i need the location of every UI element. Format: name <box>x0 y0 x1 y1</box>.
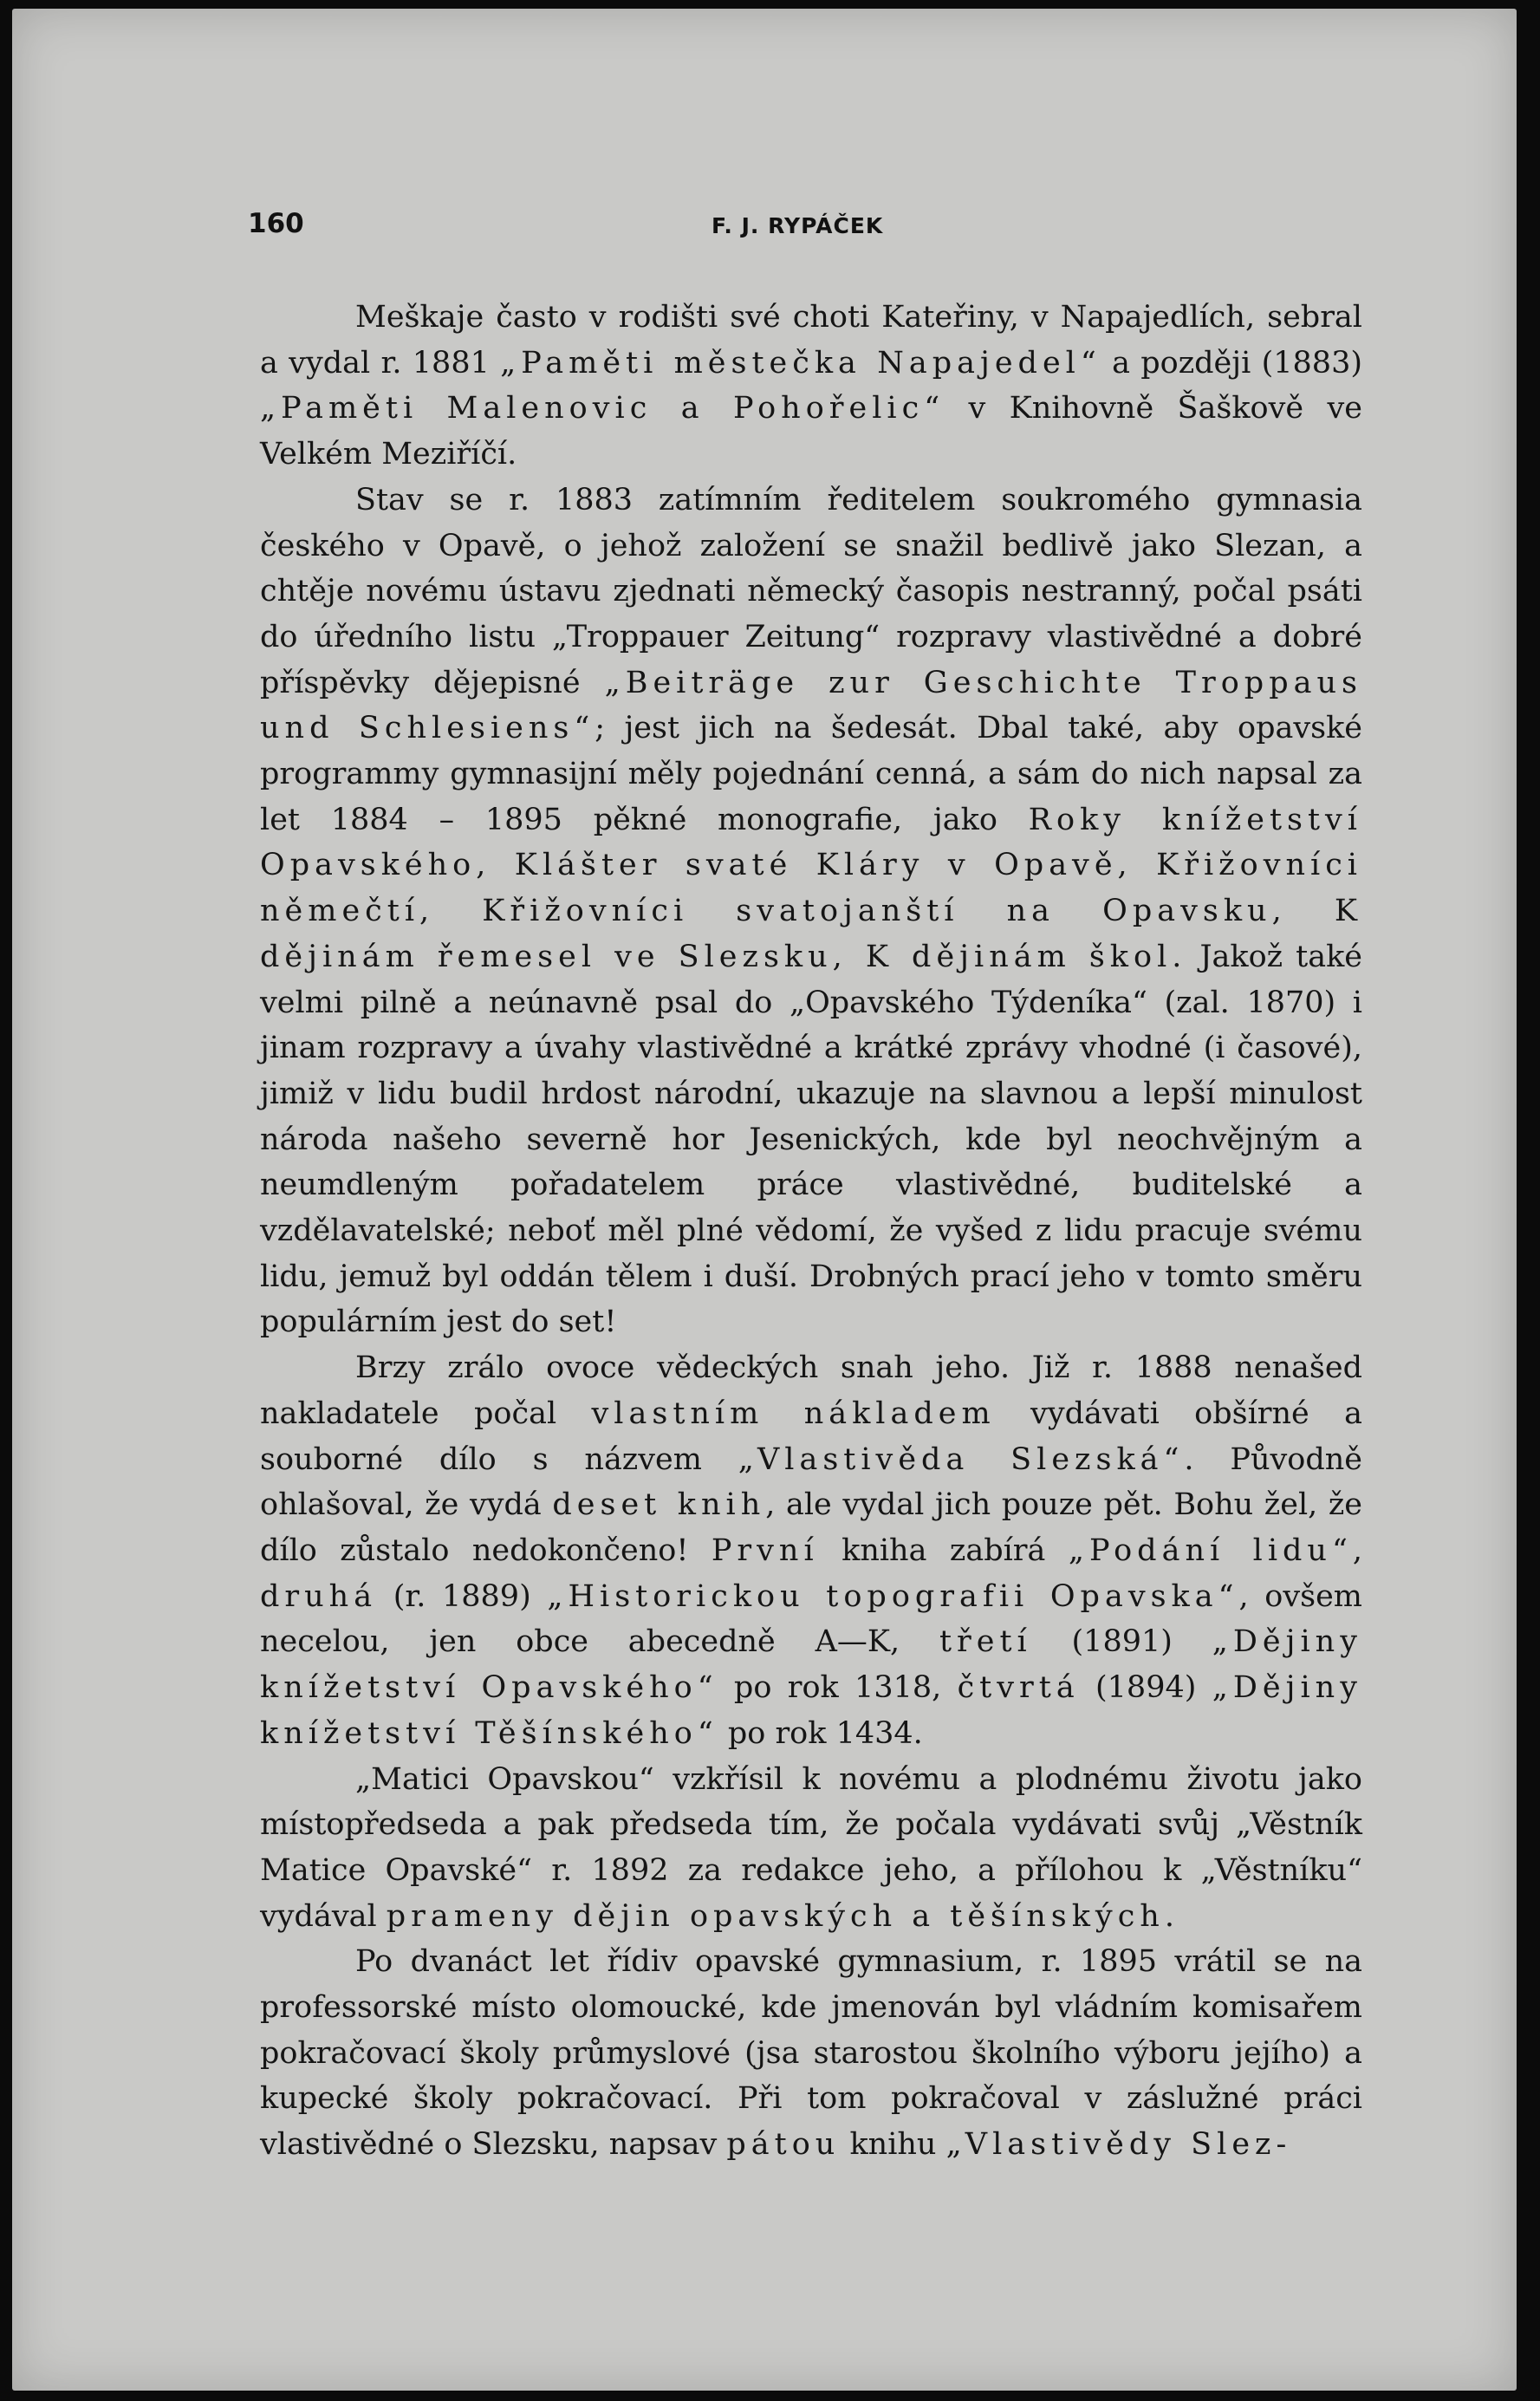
text-run: Brzy zrálo ovoce vědeckých snah jeho. Již r. 1888 nenašed nakladatele počal <box>260 1350 1362 1431</box>
spaced-emphasis: „Podání lidu“ <box>1068 1532 1353 1568</box>
spaced-emphasis: „Dějiny knížetství Opavského“ <box>260 1624 1362 1706</box>
spaced-emphasis: „Beiträge zur Geschichte Troppaus und Schlesiens“ <box>260 665 1362 746</box>
spaced-emphasis: První <box>711 1532 819 1568</box>
spaced-emphasis: pátou <box>726 2127 841 2163</box>
spaced-emphasis: vlastním nákladem <box>591 1396 996 1431</box>
paragraph <box>260 295 1362 478</box>
spaced-emphasis: „Dějiny knížetství Těšínského“ <box>260 1670 1362 1751</box>
running-head: F. J. RYPÁČEK <box>712 213 884 238</box>
text-run: Po dvanáct let řídiv opavské gymnasium, r. 1895 vrátil se na professorské místo olomoucké, kde jmenován byl vládním komisařem pokračovací školy průmyslové (jsa starostou školního výboru jejího) a kupecké školy pokračovací. Při tom pokračoval v záslužné práci vlastivědné o Slezsku, napsav <box>260 1944 1362 2163</box>
text-run: po rok 1434. <box>718 1715 923 1751</box>
text-run: Meškaje často v rodišti své choti Kateřiny, v Napajedlích, sebral a vydal r. 1881 <box>260 300 1362 381</box>
spaced-emphasis: „Vlastivěda Slezská“ <box>738 1441 1185 1477</box>
spaced-emphasis: prameny dějin opavských a těšínských <box>386 1898 1165 1934</box>
spaced-emphasis: třetí <box>939 1624 1032 1660</box>
text-run: Stav se r. 1883 zatímním ředitelem soukromého gymnasia českého v Opavě, o jehož založení se snažil bedlivě jako Slezan, a chtěje novému ústavu zjednati německý časopis nestranný, počal psáti do úředního listu „Troppauer Zeitung“ rozpravy vlastivědné a dobré příspěvky dějepisné <box>260 482 1362 700</box>
paragraph <box>260 478 1362 1345</box>
text-run: v Knihovně Šaškově ve Velkém Meziříčí. <box>260 391 1362 472</box>
text-run: kniha zabírá <box>818 1532 1069 1568</box>
paragraph <box>260 1939 1362 2168</box>
text-run: ; jest jich na šedesát. Dbal také, aby opavské programmy gymnasijní měly pojednání cenná, a sám do nich napsal za let 1884 – 1895 pěkné monografie, jako <box>260 711 1362 837</box>
paragraph <box>260 1757 1362 1940</box>
page-number: 160 <box>248 208 304 239</box>
spaced-emphasis: Roky knížetství Opavského, Klášter svaté Kláry v Opavě, Křižovníci němečtí, Křižovníci svatojanští na Opavsku, K dějinám řemesel ve Slezsku, K dějinám škol. <box>260 802 1363 974</box>
spaced-emphasis: deset knih <box>552 1487 766 1523</box>
body-text <box>260 295 1362 2168</box>
spaced-emphasis: čtvrtá <box>957 1670 1080 1706</box>
spaced-emphasis: druhá <box>260 1578 378 1614</box>
paragraph <box>260 1345 1362 1756</box>
spaced-emphasis: „Paměti městečka Napajedel“ <box>500 345 1101 381</box>
text-run: , ale vydal jich pouze pět. Bohu žel, že dílo zůstalo nedokončeno! <box>260 1487 1362 1568</box>
spaced-emphasis: „Paměti Malenovic a Pohořelic“ <box>260 391 945 426</box>
book-page <box>12 9 1517 2391</box>
text-run: knihu <box>840 2127 946 2163</box>
text-run: (1894) <box>1079 1670 1212 1706</box>
text-run: po rok 1318, <box>718 1670 958 1706</box>
text-run: vydávati obšírné a souborné dílo s názvem <box>260 1396 1362 1477</box>
text-run: (r. 1889) <box>377 1578 548 1614</box>
text-run: , ovšem necelou, jen obce abecedně A—K, <box>260 1578 1362 1660</box>
spaced-emphasis: „Vlastivědy Slez- <box>945 2127 1292 2163</box>
text-run: , <box>1352 1532 1362 1568</box>
text-run: (1891) <box>1031 1624 1212 1660</box>
text-run: „Matici Opavskou“ vzkřísil k novému a plodnému životu jako místopředseda a pak předseda tím, že počala vydávati svůj „Věstník Matice Opavské“ r. 1892 za redakce jeho, a přílohou k „Věstníku“ vydával <box>260 1761 1362 1934</box>
page-header <box>248 208 1114 243</box>
text-run: Jakož také velmi pilně a neúnavně psal do „Opavského Týdeníka“ (zal. 1870) i jinam rozpravy a úvahy vlastivědné a krátké zprávy vhodné (i časové), jimiž v lidu budil hrdost národní, ukazuje na slavnou a lepší minulost národa našeho severně hor Jesenických, kde byl neochvějným a neumdleným pořadatelem práce vlastivědné, buditelské a vzdělavatelské; neboť měl plné vědomí, že vyšed z lidu pracuje svému lidu, jemuž byl oddán tělem i duší. Drobných prací jeho v tomto směru populárním jest do set! <box>260 939 1362 1340</box>
text-run: . Původně ohlašoval, že vydá <box>260 1441 1362 1523</box>
text-run: a později (1883) <box>1101 345 1362 381</box>
spaced-emphasis: „Historickou topografii Opavska“ <box>547 1578 1239 1614</box>
text-run: . <box>1164 1898 1174 1934</box>
